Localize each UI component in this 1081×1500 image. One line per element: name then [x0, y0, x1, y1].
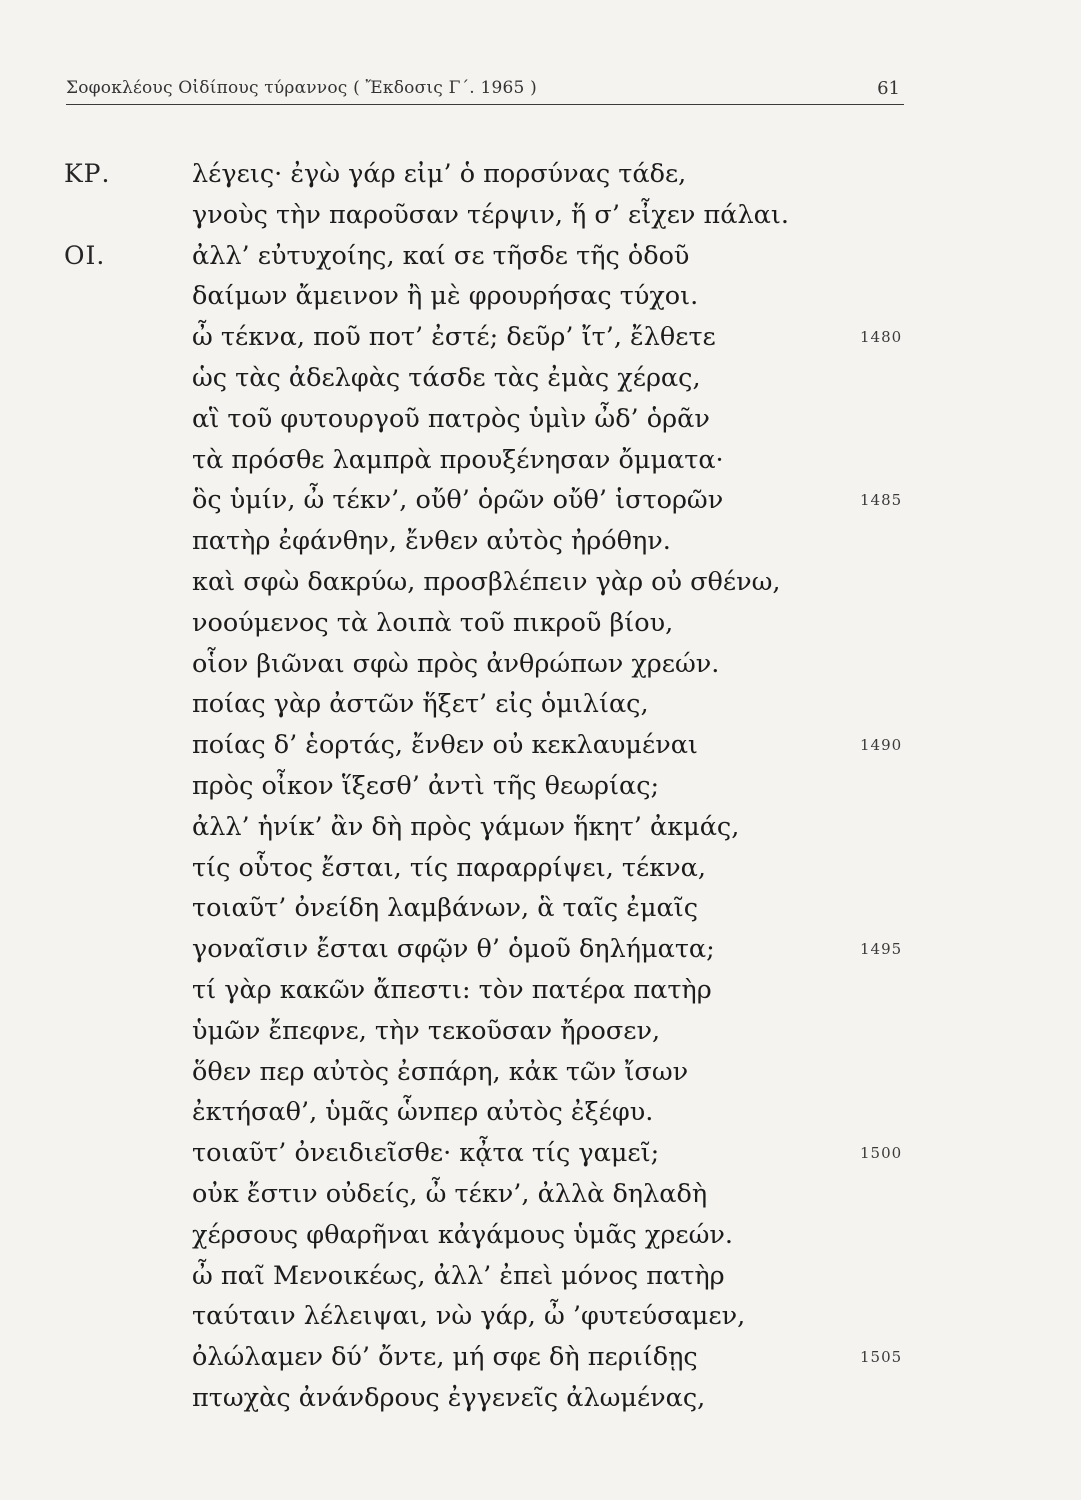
- verse-text: οὐκ ἔστιν οὐδείς, ὦ τέκν’, ἀλλὰ δηλαδὴ: [192, 1178, 708, 1209]
- verse-line: [0, 1135, 1081, 1176]
- verse-text: δαίμων ἄμεινον ἢ μὲ φρουρήσας τύχοι.: [192, 281, 699, 312]
- running-title: Σοφοκλέους Οἰδίπους τύραννος ( Ἔκδοσις Γ΄. 1965 ): [66, 78, 537, 98]
- verse-text: πτωχὰς ἀνάνδρους ἐγγενεῖς ἀλωμένας,: [192, 1382, 706, 1413]
- verse-line: [0, 646, 1081, 687]
- speaker-label: ΟΙ.: [64, 240, 106, 270]
- line-number: 1495: [860, 940, 903, 959]
- verse-line: [0, 727, 1081, 768]
- verse-text: αἳ τοῦ φυτουργοῦ πατρὸς ὑμὶν ὦδ’ ὁρᾶν: [192, 403, 710, 434]
- verse-line: [0, 1013, 1081, 1054]
- verse-text: τίς οὗτος ἔσται, τίς παραρρίψει, τέκνα,: [192, 852, 706, 883]
- verse-line: [0, 931, 1081, 972]
- verse-line: [0, 1176, 1081, 1217]
- verse-text: ἀλλ’ εὐτυχοίης, καί σε τῆσδε τῆς ὁδοῦ: [192, 240, 690, 271]
- speaker-label: ΚΡ.: [64, 159, 111, 188]
- verse-text: ὅθεν περ αὐτὸς ἐσπάρη, κἀκ τῶν ἴσων: [192, 1056, 689, 1087]
- line-number: 1480: [860, 328, 903, 347]
- verse-text: ποίας γὰρ ἀστῶν ἥξετ’ εἰς ὁμιλίας,: [192, 689, 649, 720]
- verse-line: [0, 1339, 1081, 1380]
- verse-text: τοιαῦτ’ ὀνειδιεῖσθε· κᾆτα τίς γαμεῖ;: [192, 1138, 660, 1169]
- verse-text: πατὴρ ἐφάνθην, ἔνθεν αὐτὸς ἠρόθην.: [192, 526, 671, 557]
- verse-text: ἀλλ’ ἡνίκ’ ἂν δὴ πρὸς γάμων ἥκητ’ ἀκμάς,: [192, 811, 740, 842]
- verse-text: οἷον βιῶναι σφὼ πρὸς ἀνθρώπων χρεών.: [192, 648, 720, 679]
- verse-text: νοούμενος τὰ λοιπὰ τοῦ πικροῦ βίου,: [192, 607, 674, 638]
- verse-text: ἐκτήσαθ’, ὑμᾶς ὧνπερ αὐτὸς ἐξέφυ.: [192, 1097, 654, 1128]
- verse-line: [0, 442, 1081, 483]
- verse-text: ὦ παῖ Μενοικέως, ἀλλ’ ἐπεὶ μόνος πατὴρ: [192, 1260, 725, 1291]
- verse-line: [0, 809, 1081, 850]
- verse-line: [0, 1298, 1081, 1339]
- line-number: 1505: [860, 1348, 903, 1367]
- line-number: 1490: [860, 736, 903, 755]
- verse-line: [0, 197, 1081, 238]
- verse-line: [0, 1094, 1081, 1135]
- verse-text: ὀλώλαμεν δύ’ ὄντε, μή σφε δὴ περιίδῃς: [192, 1342, 698, 1373]
- verse-line: [0, 278, 1081, 319]
- verse-text: λέγεις· ἐγὼ γάρ εἰμ’ ὁ πορσύνας τάδε,: [192, 159, 687, 189]
- verse-line: [0, 482, 1081, 523]
- verse-line: [0, 890, 1081, 931]
- verse-line: [0, 1054, 1081, 1095]
- verse-line: [0, 401, 1081, 442]
- verse-line: [0, 1217, 1081, 1258]
- verse-text: ὦ τέκνα, ποῦ ποτ’ ἐστέ; δεῦρ’ ἴτ’, ἔλθετε: [192, 322, 716, 353]
- verse-text: τὰ πρόσθε λαμπρὰ προυξένησαν ὄμματα·: [192, 444, 724, 475]
- verse-text: πρὸς οἶκον ἵξεσθ’ ἀντὶ τῆς θεωρίας;: [192, 770, 660, 801]
- verse-text: ὡς τὰς ἀδελφὰς τάσδε τὰς ἐμὰς χέρας,: [192, 362, 701, 393]
- verse-line: [0, 972, 1081, 1013]
- verse-text: τοιαῦτ’ ὀνείδη λαμβάνων, ἃ ταῖς ἐμαῖς: [192, 893, 699, 924]
- verse-line: [0, 850, 1081, 891]
- verse-text: χέρσους φθαρῆναι κἀγάμους ὑμᾶς χρεών.: [192, 1219, 733, 1250]
- verse-text: ὑμῶν ἔπεφνε, τὴν τεκοῦσαν ἤροσεν,: [192, 1015, 661, 1046]
- verse-line: [0, 156, 1081, 197]
- verse-line: [0, 768, 1081, 809]
- running-header: [66, 78, 904, 105]
- verse-line: [0, 360, 1081, 401]
- verse-text: τί γὰρ κακῶν ἄπεστι: τὸν πατέρα πατὴρ: [192, 974, 712, 1005]
- verse-text: γνοὺς τὴν παροῦσαν τέρψιν, ἥ σ’ εἶχεν πάλαι.: [192, 199, 789, 230]
- verse-line: [0, 523, 1081, 564]
- verse-block: [0, 156, 1081, 1421]
- verse-line: [0, 238, 1081, 279]
- verse-text: γοναῖσιν ἔσται σφῷν θ’ ὁμοῦ δηλήματα;: [192, 934, 715, 965]
- verse-line: [0, 564, 1081, 605]
- line-number: 1485: [860, 491, 903, 510]
- verse-line: [0, 1380, 1081, 1421]
- verse-text: ὃς ὑμίν, ὦ τέκν’, οὔθ’ ὁρῶν οὔθ’ ἱστορῶν: [192, 485, 724, 516]
- verse-line: [0, 605, 1081, 646]
- verse-text: ταύταιν λέλειψαι, νὼ γάρ, ὦ ’φυτεύσαμεν,: [192, 1301, 746, 1332]
- verse-text: καὶ σφὼ δακρύω, προσβλέπειν γὰρ οὐ σθένω,: [192, 566, 781, 597]
- verse-line: [0, 1258, 1081, 1299]
- verse-text: ποίας δ’ ἑορτάς, ἔνθεν οὐ κεκλαυμέναι: [192, 730, 698, 761]
- line-number: 1500: [860, 1144, 903, 1163]
- verse-line: [0, 319, 1081, 360]
- verse-line: [0, 686, 1081, 727]
- page-number: 61: [877, 78, 900, 99]
